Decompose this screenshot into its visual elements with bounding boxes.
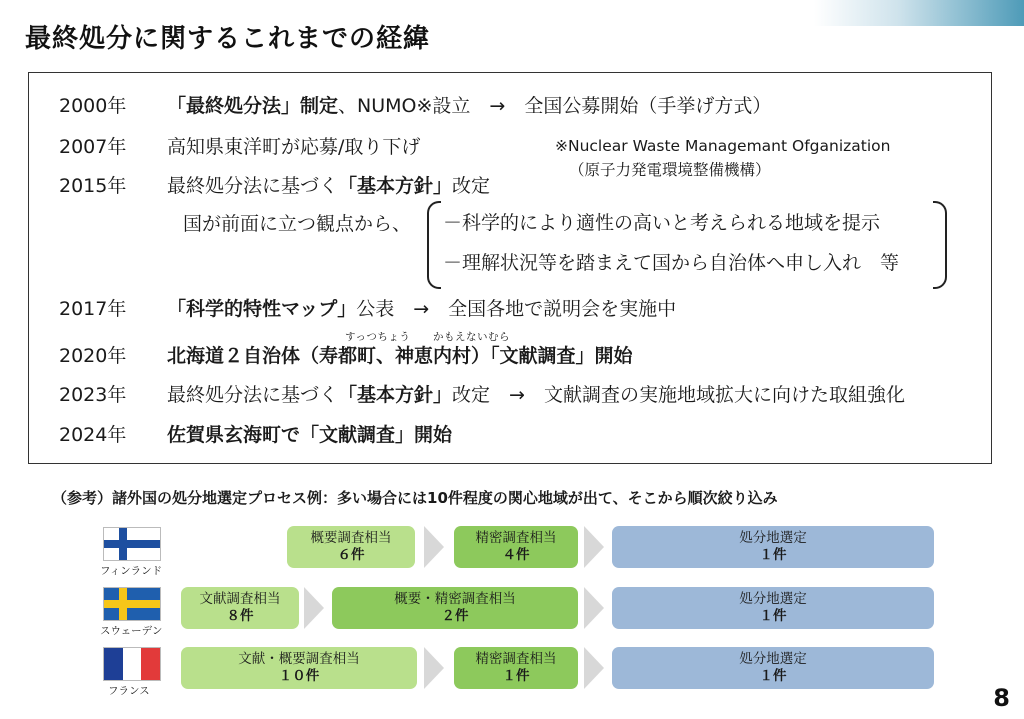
timeline-year: 2000年 bbox=[59, 95, 127, 117]
ruby-kamoenai: かもえないむら bbox=[433, 331, 510, 343]
ruby-suttsu: すっつちょう bbox=[345, 331, 411, 343]
timeline-text: 最終処分法に基づく「基本方針」改定 → 文献調査の実施地域拡大に向けた取組強化 bbox=[167, 384, 905, 406]
arrow-icon bbox=[584, 526, 604, 568]
arrow-icon bbox=[304, 587, 324, 629]
stage-count: １件 bbox=[759, 668, 787, 684]
timeline-year: 2017年 bbox=[59, 298, 127, 320]
stage-label: 処分地選定 bbox=[739, 591, 807, 607]
timeline-text: 「最終処分法」制定、NUMO※設立 → 全国公募開始（手挙げ方式） bbox=[167, 95, 772, 117]
reference-heading: （参考）諸外国の処分地選定プロセス例：多い場合には10件程度の関心地域が出て、そこから順次絞り込み bbox=[52, 489, 778, 507]
timeline-box bbox=[28, 72, 992, 464]
stage-count: ６件 bbox=[337, 547, 365, 563]
stage-label: 概要・精密調査相当 bbox=[394, 591, 516, 607]
stage-count: ８件 bbox=[226, 608, 254, 624]
policy-lead: 国が前面に立つ観点から、 bbox=[183, 213, 412, 235]
policy-bullets bbox=[427, 201, 947, 287]
stage-label: 文献調査相当 bbox=[199, 591, 281, 607]
stage-count: １件 bbox=[502, 668, 530, 684]
stage-label: 処分地選定 bbox=[739, 530, 807, 546]
stage-box bbox=[454, 647, 578, 689]
timeline-year: 2020年 bbox=[59, 345, 127, 367]
stage-count: １件 bbox=[759, 547, 787, 563]
left-bracket bbox=[427, 201, 441, 289]
timeline-year: 2015年 bbox=[59, 175, 127, 197]
corner-accent-bar bbox=[814, 0, 1024, 26]
policy-bullet: －科学的により適性の高いと考えられる地域を提示 bbox=[443, 212, 881, 234]
stage-count: １０件 bbox=[278, 668, 320, 684]
numo-note-line1: ※Nuclear Waste Managemant Ofganization bbox=[555, 137, 891, 155]
stage-box bbox=[612, 526, 934, 568]
arrow-icon bbox=[584, 647, 604, 689]
timeline-text: 最終処分法に基づく「基本方針」改定 bbox=[167, 175, 491, 197]
policy-bullet: －理解状況等を踏まえて国から自治体へ申し入れ 等 bbox=[443, 252, 900, 274]
stage-box bbox=[287, 526, 415, 568]
stage-count: １件 bbox=[759, 608, 787, 624]
timeline-text: 「科学的特性マップ」公表 → 全国各地で説明会を実施中 bbox=[167, 298, 677, 320]
timeline-year: 2007年 bbox=[59, 136, 127, 158]
country-name-sweden: スウェーデン bbox=[100, 625, 163, 637]
country-name-france: フランス bbox=[108, 685, 150, 697]
stage-label: 処分地選定 bbox=[739, 651, 807, 667]
stage-box bbox=[454, 526, 578, 568]
stage-label: 精密調査相当 bbox=[475, 530, 557, 546]
timeline-year: 2023年 bbox=[59, 384, 127, 406]
timeline-year: 2024年 bbox=[59, 424, 127, 446]
arrow-icon bbox=[584, 587, 604, 629]
page-title: 最終処分に関するこれまでの経緯 bbox=[25, 24, 431, 54]
timeline-text: 高知県東洋町が応募/取り下げ bbox=[167, 136, 421, 158]
arrow-icon bbox=[424, 526, 444, 568]
france-flag bbox=[104, 648, 160, 680]
finland-flag bbox=[104, 528, 160, 560]
stage-box bbox=[181, 587, 299, 629]
stage-box bbox=[612, 647, 934, 689]
sweden-flag bbox=[104, 588, 160, 620]
stage-box bbox=[612, 587, 934, 629]
stage-label: 精密調査相当 bbox=[475, 651, 557, 667]
page-number: 8 bbox=[993, 684, 1010, 712]
right-bracket bbox=[933, 201, 947, 289]
numo-note-line2: （原子力発電環境整備機構） bbox=[569, 161, 771, 179]
stage-box bbox=[181, 647, 417, 689]
stage-label: 文献・概要調査相当 bbox=[238, 651, 360, 667]
timeline-text: 北海道２自治体（寿都町、神恵内村）「文献調査」開始 bbox=[167, 345, 633, 367]
stage-count: ４件 bbox=[502, 547, 530, 563]
timeline-text: 佐賀県玄海町で「文献調査」開始 bbox=[167, 424, 453, 446]
stage-label: 概要調査相当 bbox=[310, 530, 392, 546]
stage-box bbox=[332, 587, 578, 629]
stage-count: ２件 bbox=[441, 608, 469, 624]
arrow-icon bbox=[424, 647, 444, 689]
country-name-finland: フィンランド bbox=[100, 565, 163, 577]
